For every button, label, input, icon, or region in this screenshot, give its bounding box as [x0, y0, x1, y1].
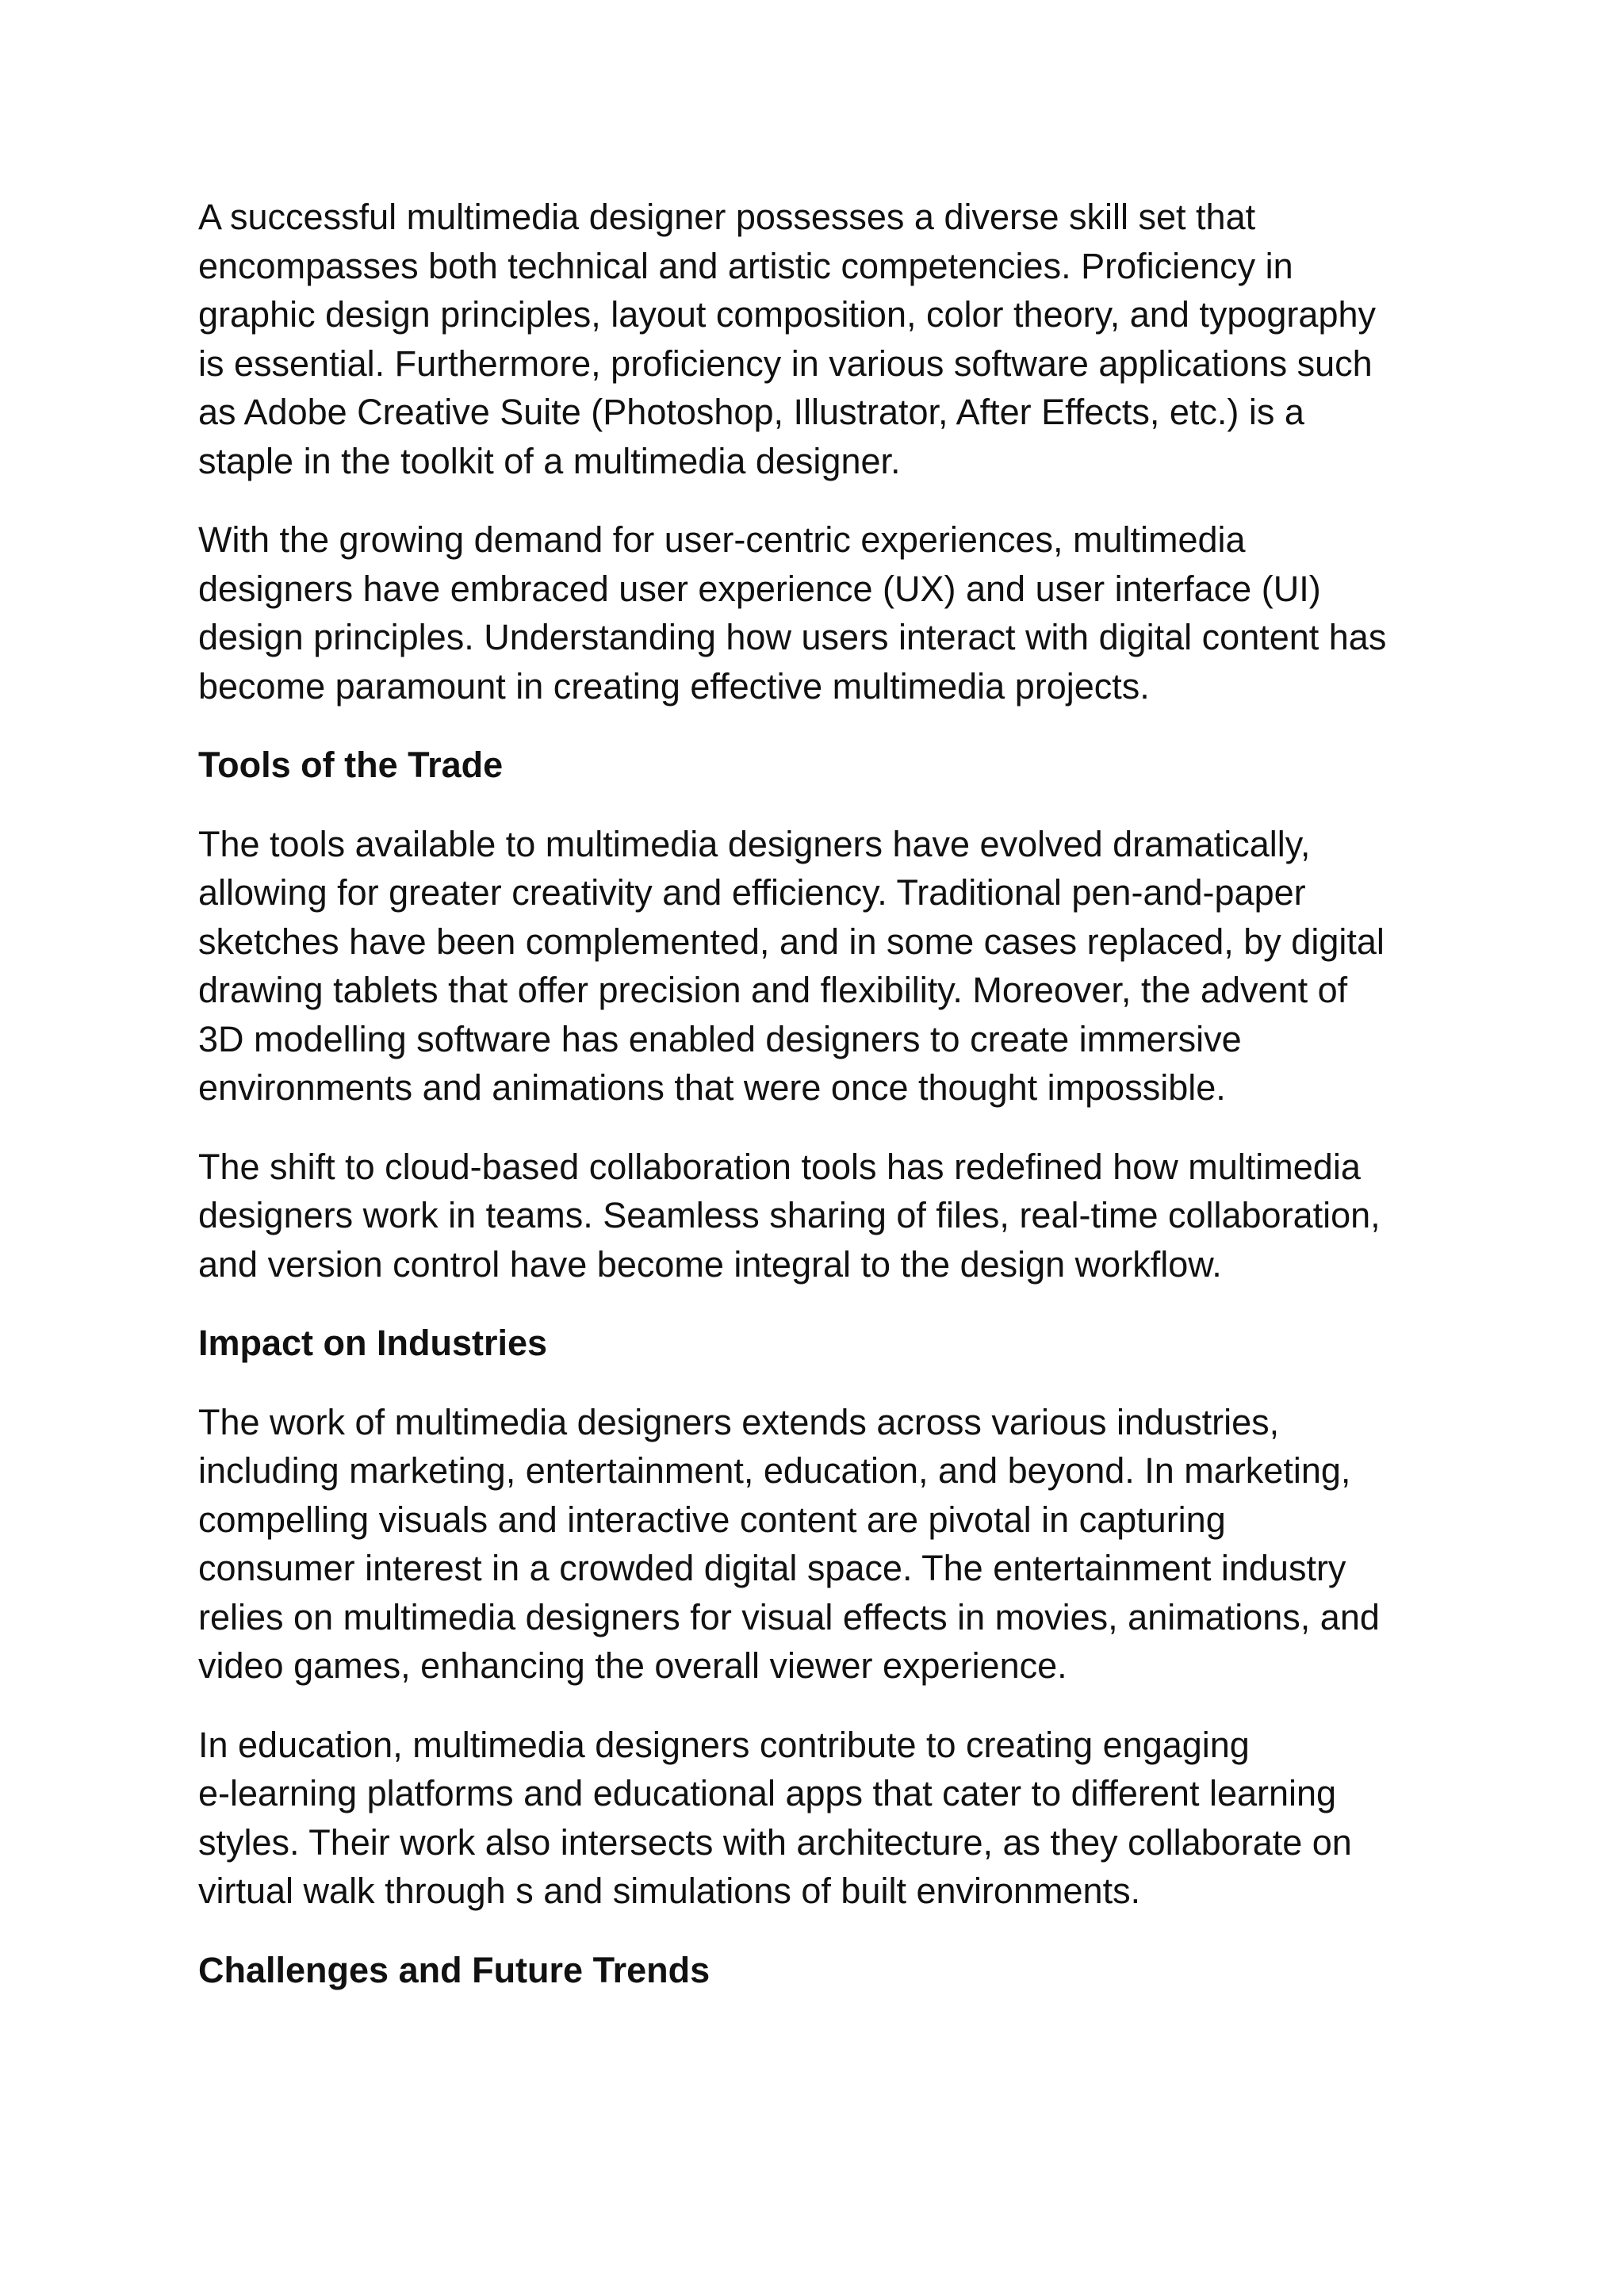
text-line: design principles. Understanding how users interact with digital content has: [198, 617, 1387, 657]
text-line: as Adobe Creative Suite (Photoshop, Illustrator, After Effects, etc.) is a: [198, 392, 1304, 432]
text-line: allowing for greater creativity and efficiency. Traditional pen-and-paper: [198, 872, 1306, 913]
heading-text: Tools of the Trade: [198, 745, 504, 785]
section-heading-challenges: [198, 1946, 1435, 1995]
text-line: consumer interest in a crowded digital space. The entertainment industry: [198, 1548, 1346, 1588]
text-line: With the growing demand for user-centric experiences, multimedia: [198, 519, 1246, 560]
document-body: [198, 193, 1435, 2024]
text-line: A successful multimedia designer possesses a diverse skill set that: [198, 197, 1256, 237]
text-line: The work of multimedia designers extends across various industries,: [198, 1401, 1280, 1442]
text-line: staple in the toolkit of a multimedia designer.: [198, 440, 901, 481]
text-line: e-learning platforms and educational apps that cater to different learning: [198, 1773, 1337, 1813]
paragraph-education: [198, 1721, 1435, 1916]
text-line: including marketing, entertainment, education, and beyond. In marketing,: [198, 1450, 1351, 1491]
text-line: virtual walk through s and simulations of built environments.: [198, 1871, 1141, 1911]
text-line: sketches have been complemented, and in some cases replaced, by digital: [198, 921, 1385, 962]
text-line: drawing tablets that offer precision and flexibility. Moreover, the advent of: [198, 970, 1348, 1010]
paragraph-skill-set: [198, 193, 1435, 485]
text-line: In education, multimedia designers contribute to creating engaging: [198, 1724, 1250, 1765]
section-heading-tools: [198, 741, 1435, 790]
text-line: graphic design principles, layout composition, color theory, and typography: [198, 294, 1376, 335]
heading-text: Challenges and Future Trends: [198, 1949, 710, 1990]
text-line: encompasses both technical and artistic competencies. Proficiency in: [198, 245, 1293, 286]
text-line: designers have embraced user experience (UX) and user interface (UI): [198, 568, 1321, 609]
text-line: compelling visuals and interactive content are pivotal in capturing: [198, 1499, 1226, 1540]
text-line: designers work in teams. Seamless sharing of files, real-time collaboration,: [198, 1195, 1381, 1235]
paragraph-tools-evolved: [198, 820, 1435, 1113]
text-line: environments and animations that were once thought impossible.: [198, 1067, 1226, 1108]
text-line: become paramount in creating effective multimedia projects.: [198, 665, 1150, 707]
text-line: The shift to cloud-based collaboration tools has redefined how multimedia: [198, 1146, 1361, 1187]
paragraph-ux-ui: [198, 515, 1435, 710]
text-line: styles. Their work also intersects with architecture, as they collaborate on: [198, 1821, 1352, 1863]
section-heading-impact: [198, 1319, 1435, 1368]
paragraph-industries: [198, 1398, 1435, 1691]
text-line: and version control have become integral to the design workflow.: [198, 1243, 1222, 1285]
text-line: is essential. Furthermore, proficiency in various software applications such: [198, 343, 1373, 384]
text-line: relies on multimedia designers for visual effects in movies, animations, and: [198, 1596, 1380, 1637]
paragraph-cloud-collaboration: [198, 1143, 1435, 1289]
text-line: video games, enhancing the overall viewer experience.: [198, 1645, 1067, 1686]
heading-text: Impact on Industries: [198, 1323, 548, 1363]
text-line: 3D modelling software has enabled designers to create immersive: [198, 1018, 1242, 1059]
text-line: The tools available to multimedia designers have evolved dramatically,: [198, 823, 1311, 864]
